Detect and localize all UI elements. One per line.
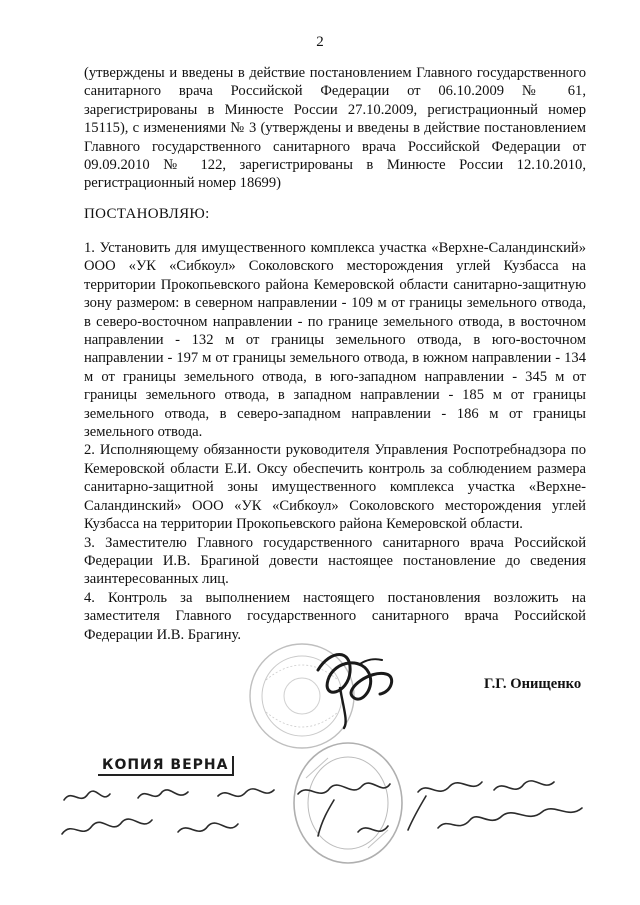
signature-icon [300, 630, 410, 730]
page-number: 2 [316, 34, 324, 50]
resolution-item-1: 1. Установить для имущественного комплекса участка «Верхне-Саландинский» ООО «УК «Сибкоул» Соколовского месторождения углей Кузбасса на территории Прокопьевского района Кемеровской области санитарно-защитную зону размером: в северном направлении - 109 м от границы земельного отвода, в северо-восточном направлении - по границе земельного отвода, в восточном направлении - 132 м от границы земельного отвода, в юго-восточном направлении - 197 м от границы земельного отвода, в южном направлении - 134 м от границы земельного отвода, в юго-западном направлении - 345 м от границы земельного отвода, в западном направлении - 185 м от границы земельного отвода, в северо-западном направлении - 186 м от границы земельного отвода. [84, 240, 586, 441]
resolution-item-2: 2. Исполняющему обязанности руководителя Управления Роспотребнадзора по Кемеровской области Е.И. Оксу обеспечить контроль за соблюдением размера санитарно-защитной зоны имущественного комплекса участка «Верхне-Саландинский» ООО «УК «Сибкоул» Соколовского месторождения углей Кузбасса на территории Прокопьевского района Кемеровской области. [84, 442, 586, 533]
handwritten-note-icon [58, 770, 618, 854]
signatory-name: Г.Г. Онищенко [484, 676, 582, 692]
resolution-item-4: 4. Контроль за выполнением настоящего постановления возложить на заместителя Главного государственного санитарного врача Российской Федерации И.В. Брагину. [84, 589, 586, 643]
resolution-items [84, 239, 586, 644]
resolve-heading: ПОСТАНОВЛЯЮ: [84, 206, 210, 222]
copy-stamp: КОПИЯ ВЕРНА [98, 756, 234, 776]
resolution-item-3: 3. Заместителю Главного государственного санитарного врача Российской Федерации И.В. Брагиной довести настоящее постановление до сведения заинтересованных лиц. [84, 534, 586, 588]
intro-paragraph: (утверждены и введены в действие постановлением Главного государственного санитарного врача Российской Федерации от 06.10.2009 № 61, зарегистрированы в Минюсте России 27.10.2009, регистрационный номер 15115), с изменениями № 3 (утверждены и введены в действие постановлением Главного государственного санитарного врача Российской Федерации от 09.09.2010 № 122, зарегистрированы в Минюсте России 12.10.2010, регистрационный номер 18699) [84, 65, 586, 192]
